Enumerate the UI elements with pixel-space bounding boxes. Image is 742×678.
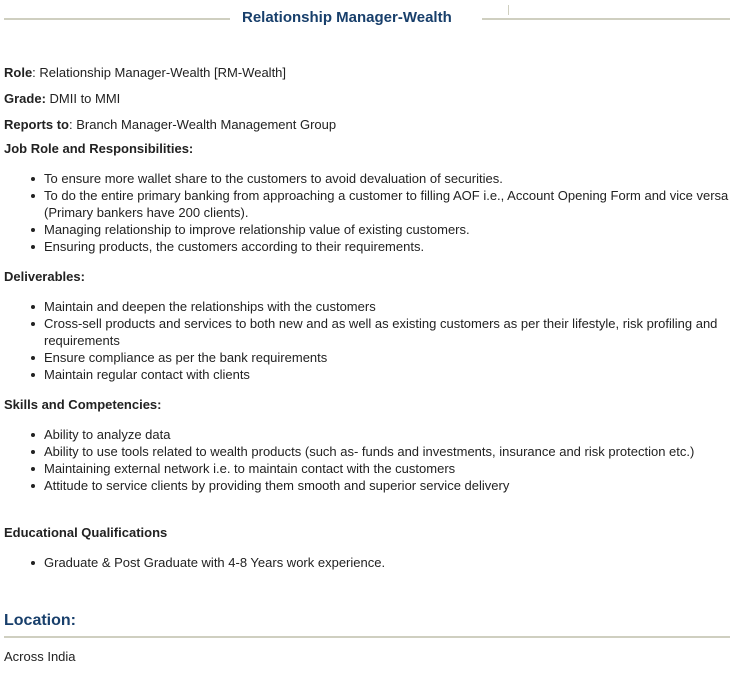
list-item: Ability to analyze data [0, 426, 735, 443]
title-bar [4, 8, 730, 30]
deliverables-heading: Deliverables: [4, 269, 85, 284]
education-heading: Educational Qualifications [4, 525, 168, 540]
reports-to-value: : Branch Manager-Wealth Management Group [69, 117, 337, 132]
list-item: To do the entire primary banking from approaching a customer to filling AOF i.e., Account Opening Form and vice versa (Primary bankers have 200 clients). [0, 187, 735, 221]
role-field [4, 65, 286, 80]
list-item: Ensure compliance as per the bank requirements [0, 349, 735, 366]
list-item: Graduate & Post Graduate with 4-8 Years work experience. [0, 554, 735, 571]
reports-to-field [4, 117, 336, 132]
title-rule-right [482, 18, 730, 20]
reports-to-label: Reports to [4, 117, 69, 132]
grade-label: Grade: [4, 91, 46, 106]
deliverables-list [0, 298, 735, 383]
list-item: To ensure more wallet share to the customers to avoid devaluation of securities. [0, 170, 735, 187]
education-list [0, 554, 735, 571]
location-value: Across India [4, 649, 76, 664]
grade-field [4, 91, 120, 106]
page-title: Relationship Manager-Wealth [242, 9, 452, 26]
role-value: : Relationship Manager-Wealth [RM-Wealth] [32, 65, 287, 80]
location-rule [4, 636, 730, 638]
skills-list [0, 426, 735, 494]
list-item: Attitude to service clients by providing them smooth and superior service delivery [0, 477, 735, 494]
list-item: Managing relationship to improve relationship value of existing customers. [0, 221, 735, 238]
title-rule-tick [508, 5, 509, 15]
list-item: Maintaining external network i.e. to maintain contact with the customers [0, 460, 735, 477]
location-heading: Location: [4, 612, 76, 629]
title-rule-left [4, 18, 230, 20]
job-role-heading: Job Role and Responsibilities: [4, 141, 194, 156]
grade-value: DMII to MMI [45, 91, 121, 106]
list-item: Ensuring products, the customers according to their requirements. [0, 238, 735, 255]
job-role-list [0, 170, 735, 255]
role-label: Role [4, 65, 33, 80]
skills-heading: Skills and Competencies: [4, 397, 162, 412]
list-item: Ability to use tools related to wealth products (such as- funds and investments, insurance and risk protection etc.) [0, 443, 735, 460]
list-item: Maintain and deepen the relationships with the customers [0, 298, 735, 315]
list-item: Cross-sell products and services to both new and as well as existing customers as per their lifestyle, risk profiling and requirements [0, 315, 735, 349]
list-item: Maintain regular contact with clients [0, 366, 735, 383]
